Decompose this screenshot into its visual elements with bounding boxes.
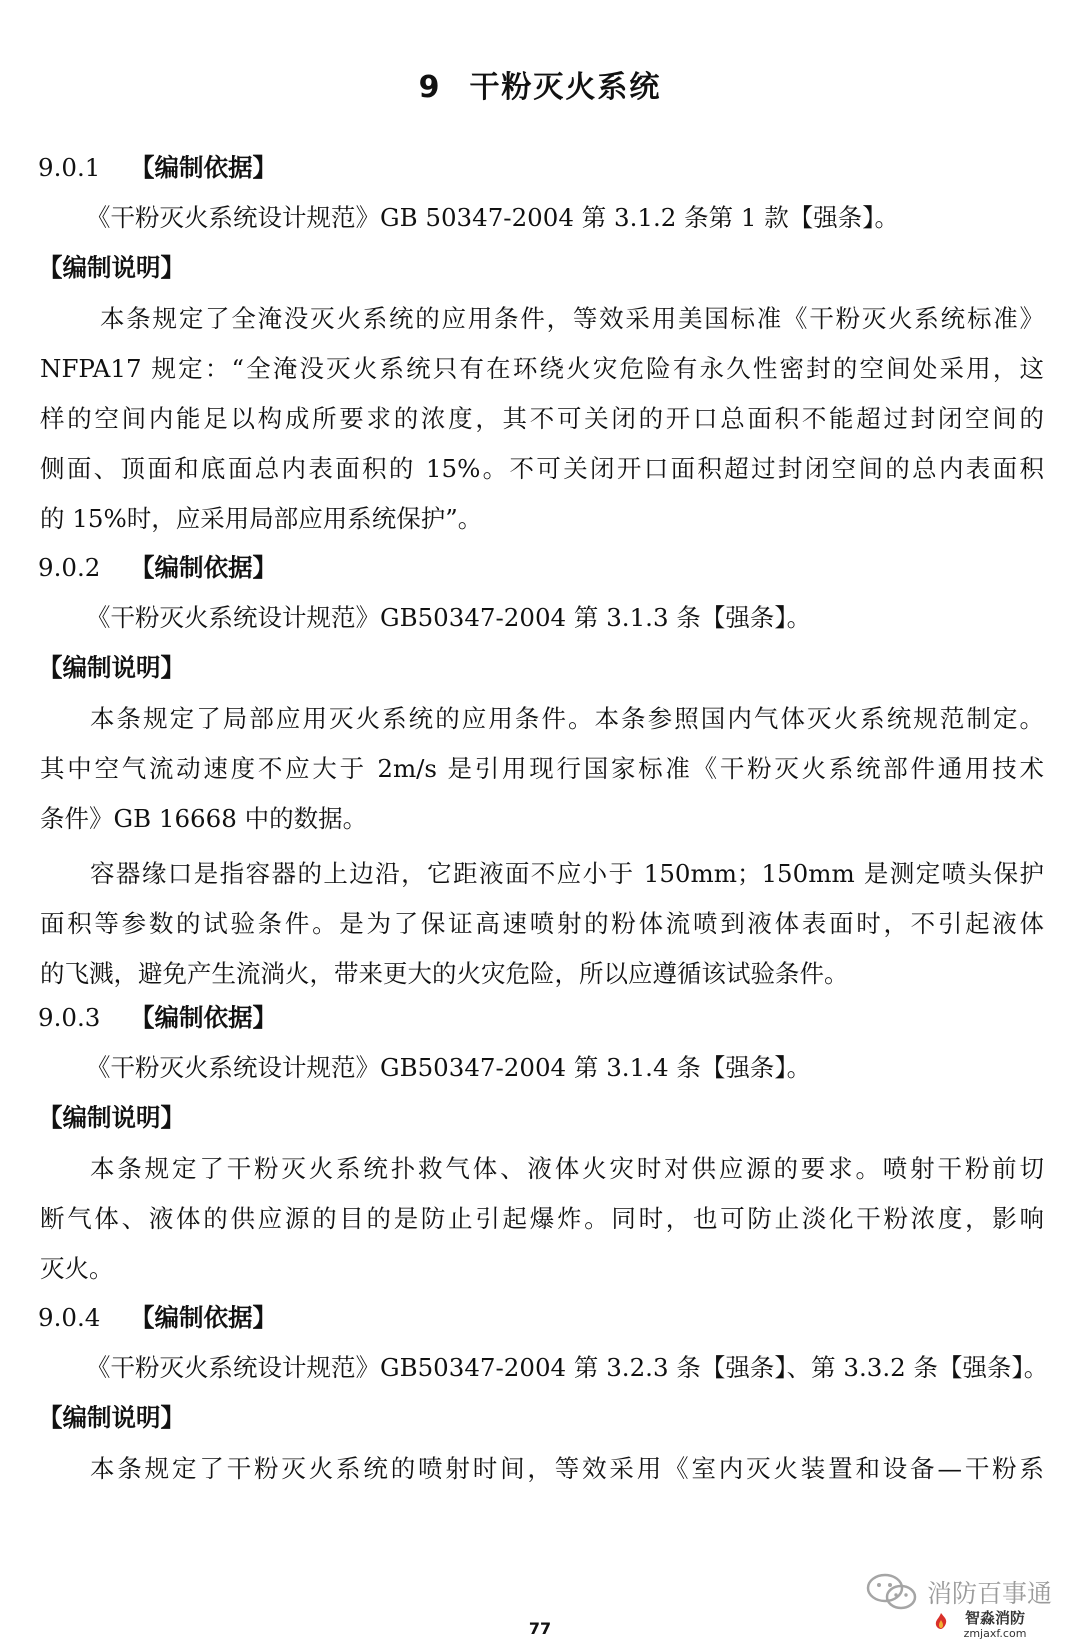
section-heading bbox=[38, 553, 277, 583]
page-number: 77 bbox=[528, 1619, 552, 1638]
paragraph-line: 灭火。 bbox=[40, 1254, 114, 1283]
paragraph-line: 其中空气流动速度不应大于 2m/s 是引用现行国家标准《干粉灭火系统部件通用技术 bbox=[40, 754, 1044, 783]
paragraph-line: 样的空间内能足以构成所要求的浓度，其不可关闭的开口总面积不能超过封闭空间的 bbox=[40, 404, 1044, 433]
paragraph-line: NFPA17 规定：“全淹没灭火系统只有在环绕火灾危险有永久性密封的空间处采用，这 bbox=[40, 354, 1044, 383]
basis-heading: 【编制依据】 bbox=[130, 1003, 277, 1032]
explain-heading: 【编制说明】 bbox=[38, 1403, 185, 1432]
paragraph-line: 本条规定了全淹没灭火系统的应用条件，等效采用美国标准《干粉灭火系统标准》 bbox=[100, 304, 1044, 333]
paragraph-line: 断气体、液体的供应源的目的是防止引起爆炸。同时，也可防止淡化干粉浓度，影响 bbox=[40, 1204, 1044, 1233]
watermark-text: 消防百事通 bbox=[926, 1579, 1052, 1608]
basis-heading: 【编制依据】 bbox=[130, 153, 277, 182]
basis-heading: 【编制依据】 bbox=[130, 1303, 277, 1332]
wechat-watermark bbox=[865, 1572, 1052, 1612]
basis-text: 《干粉灭火系统设计规范》GB50347-2004 第 3.2.3 条【强条】、第 3.3.2 条【强条】。 bbox=[86, 1353, 1049, 1382]
stamp-url: zmjaxf.com bbox=[963, 1627, 1027, 1640]
explain-heading: 【编制说明】 bbox=[38, 1103, 185, 1132]
section-number: 9.0.3 bbox=[38, 1003, 101, 1032]
paragraph-line: 侧面、顶面和底面总内表面积的 15%。不可关闭开口面积超过封闭空间的总内表面积 bbox=[40, 454, 1044, 483]
paragraph-line: 条件》GB 16668 中的数据。 bbox=[40, 804, 368, 833]
paragraph-line: 面积等参数的试验条件。是为了保证高速喷射的粉体流喷到液体表面时，不引起液体 bbox=[40, 909, 1044, 938]
section-number: 9.0.1 bbox=[38, 153, 101, 182]
basis-text: 《干粉灭火系统设计规范》GB50347-2004 第 3.1.3 条【强条】。 bbox=[86, 603, 812, 632]
basis-heading: 【编制依据】 bbox=[130, 553, 277, 582]
basis-text: 《干粉灭火系统设计规范》GB 50347-2004 第 3.1.2 条第 1 款【强条】。 bbox=[86, 203, 900, 232]
paragraph-line: 容器缘口是指容器的上边沿，它距液面不应小于 150mm；150mm 是测定喷头保护 bbox=[90, 859, 1044, 888]
section-heading bbox=[38, 1303, 277, 1333]
paragraph-line: 本条规定了干粉灭火系统的喷射时间，等效采用《室内灭火装置和设备—干粉系 bbox=[90, 1454, 1044, 1483]
explain-heading: 【编制说明】 bbox=[38, 653, 185, 682]
chapter-title-text: 干粉灭火系统 bbox=[469, 70, 662, 105]
site-stamp bbox=[950, 1610, 1040, 1640]
section-number: 9.0.2 bbox=[38, 553, 101, 582]
section-heading bbox=[38, 153, 277, 183]
stamp-name: 智淼消防 bbox=[964, 1609, 1025, 1627]
basis-text: 《干粉灭火系统设计规范》GB50347-2004 第 3.1.4 条【强条】。 bbox=[86, 1053, 812, 1082]
paragraph-line: 本条规定了局部应用灭火系统的应用条件。本条参照国内气体灭火系统规范制定。 bbox=[90, 704, 1044, 733]
paragraph-line: 的飞溅，避免产生流淌火，带来更大的火灾危险，所以应遵循该试验条件。 bbox=[40, 959, 849, 988]
chapter-number: 9 bbox=[418, 70, 442, 105]
chapter-title bbox=[0, 62, 1080, 106]
flame-icon bbox=[932, 1612, 950, 1630]
section-number: 9.0.4 bbox=[38, 1303, 101, 1332]
wechat-icon bbox=[865, 1572, 919, 1612]
section-heading bbox=[38, 1003, 277, 1033]
paragraph-line: 本条规定了干粉灭火系统扑救气体、液体火灾时对供应源的要求。喷射干粉前切 bbox=[90, 1154, 1044, 1183]
paragraph-line: 的 15%时，应采用局部应用系统保护”。 bbox=[40, 504, 483, 533]
explain-heading: 【编制说明】 bbox=[38, 253, 185, 282]
